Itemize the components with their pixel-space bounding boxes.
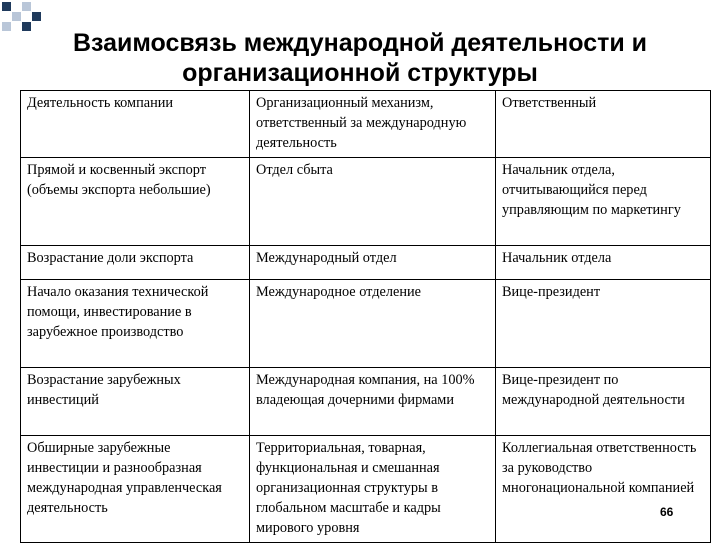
table-cell: Отдел сбыта [250,158,496,246]
decor-square [22,2,31,11]
header-cell-activity: Деятельность компании [21,91,250,158]
table-cell: Вице-президент [496,280,711,368]
table-cell: Территориальная, товарная, функциональная и смешанная организационная структуры в глобальном масштабе и кадры мирового уровня [250,436,496,543]
table-row [21,246,711,280]
decor-square [2,2,11,11]
table-cell: Коллегиальная ответственность за руководство многонациональной компанией [496,436,711,543]
table-cell: Возрастание доли экспорта [21,246,250,280]
decor-square [32,12,41,21]
table-cell: Возрастание зарубежных инвестиций [21,368,250,436]
table-cell: Обширные зарубежные инвестиции и разнообразная международная управленческая деятельность [21,436,250,543]
page-number: 66 [660,505,674,519]
table-cell: Международное отделение [250,280,496,368]
header-cell-responsible: Ответственный [496,91,711,158]
table-cell: Прямой и косвенный экспорт (объемы экспорта небольшие) [21,158,250,246]
table-row [21,436,711,543]
table-cell: Вице-президент по международной деятельности [496,368,711,436]
title-line-2: организационной структуры [182,59,538,87]
table-header-row [21,91,711,158]
relationship-table [20,90,711,543]
table-row [21,158,711,246]
table-row [21,368,711,436]
table-row [21,280,711,368]
header-cell-mechanism: Организационный механизм, ответственный за международную деятельность [250,91,496,158]
table-cell: Начальник отдела [496,246,711,280]
table-cell: Международная компания, на 100% владеющая дочерними фирмами [250,368,496,436]
table-cell: Международный отдел [250,246,496,280]
table-cell: Начало оказания технической помощи, инвестирование в зарубежное производство [21,280,250,368]
table-cell: Начальник отдела, отчитывающийся перед управляющим по маркетингу [496,158,711,246]
title-line-1: Взаимосвязь международной деятельности и [72,29,648,57]
page-title [0,28,720,88]
decor-square [12,12,21,21]
